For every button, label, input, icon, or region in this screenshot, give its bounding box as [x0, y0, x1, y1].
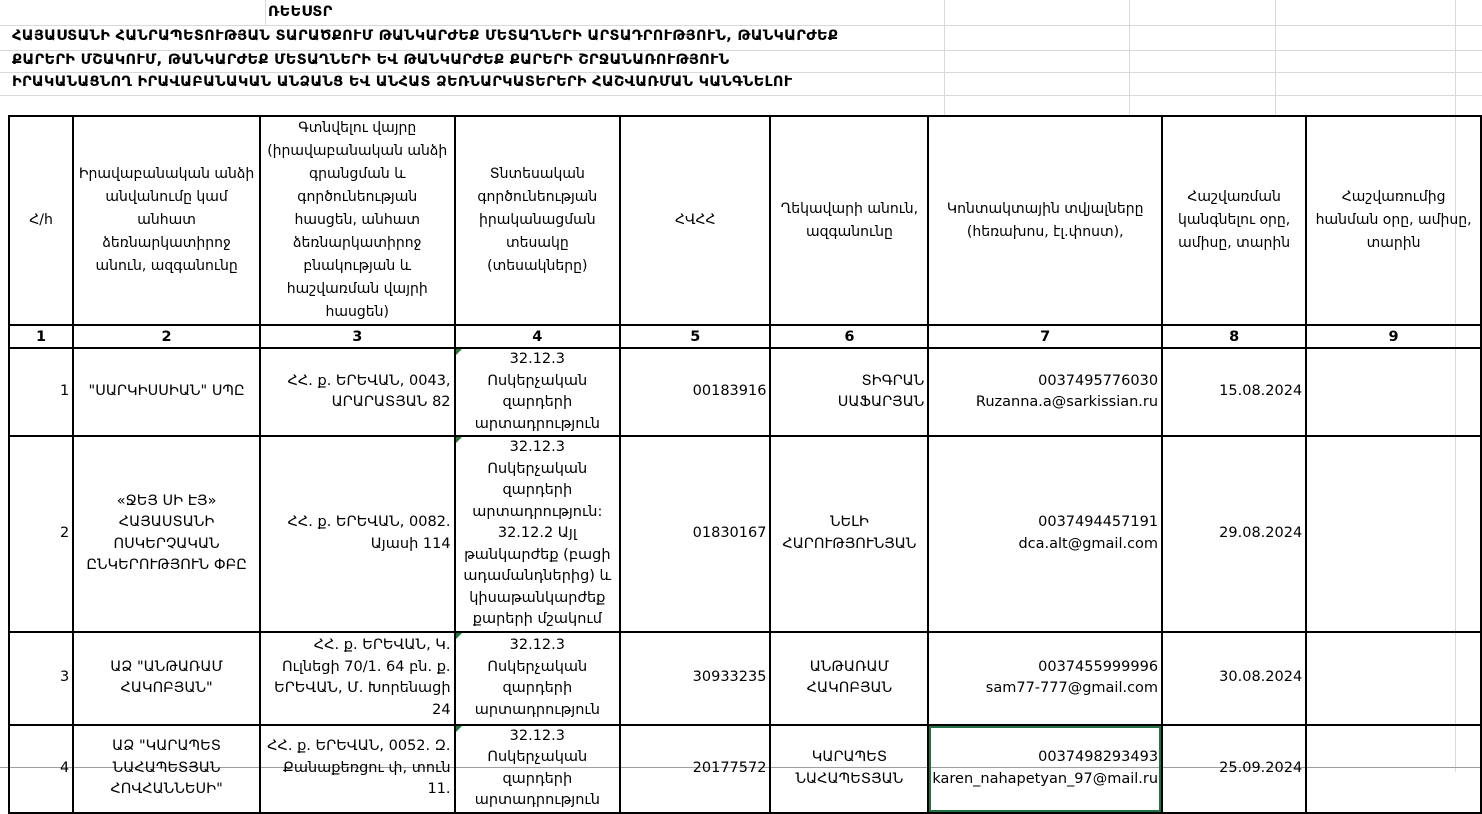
column-number[interactable]: 8	[1162, 325, 1306, 348]
phone-text: 0037495776030	[1038, 372, 1159, 389]
column-header[interactable]: Տնտեսական գործունեության իրականացման տեսակը (տեսակները)	[455, 116, 621, 325]
column-header[interactable]: Գտնվելու վայրը (իրավաբանական անձի գրանցման և գործունեության հասցեն, անհատ ձեռնարկատիրոջ բնակության և հաշվառման վայրի հասցեն)	[260, 116, 455, 325]
director-cell[interactable]: ՏԻԳՐԱՆ ՍԱՖԱՐՅԱՆ	[770, 348, 928, 436]
contact-cell[interactable]	[928, 436, 1162, 632]
report-heading: ՌԵԵՍՏՐ	[268, 4, 333, 20]
contact-cell[interactable]	[928, 632, 1162, 725]
column-header[interactable]: Հաշվառման կանգնելու օրը, ամիսը, տարին	[1162, 116, 1306, 325]
phone-text: 0037498293493	[1038, 749, 1159, 765]
tin-cell[interactable]: 20177572	[620, 725, 770, 813]
gridline	[944, 0, 945, 115]
gridline	[1275, 0, 1276, 115]
column-number[interactable]: 6	[770, 325, 928, 348]
activity-cell[interactable]: 32.12.3 Ոսկերչական զարդերի արտադրություն: 32.12.2 Այլ թանկարժեք (բացի ադամանդներից) և կիսաթանկարժեք քարերի մշակում	[455, 436, 621, 632]
column-number[interactable]: 4	[455, 325, 621, 348]
gridline	[0, 25, 1482, 26]
row-number-cell[interactable]: 4	[9, 725, 73, 813]
column-header[interactable]: Ղեկավարի անուն, ազգանունը	[770, 116, 928, 325]
registration-date-cell[interactable]: 29.08.2024	[1162, 436, 1306, 632]
registration-date-cell[interactable]: 25.09.2024	[1162, 725, 1306, 813]
contact-cell-selected[interactable]	[928, 725, 1162, 813]
registration-date-cell[interactable]: 30.08.2024	[1162, 632, 1306, 725]
tin-cell[interactable]: 30933235	[620, 632, 770, 725]
column-number[interactable]: 2	[73, 325, 260, 348]
column-number[interactable]: 1	[9, 325, 73, 348]
email-text: karen_nahapetyan_97@mail.ru	[932, 770, 1159, 787]
entity-name-cell[interactable]: ԱՁ "ԱՆԹԱՌԱՄ ՀԱԿՈԲՅԱՆ"	[73, 632, 260, 725]
table-row	[9, 725, 1481, 813]
column-header[interactable]: Հաշվառումից հանման օրը, ամիսը, տարին	[1306, 116, 1481, 325]
address-cell[interactable]: ՀՀ. ք. ԵՐԵՎԱՆ, 0052. Զ. Քանաքեռցու փ, տուն 11.	[260, 725, 455, 813]
row-number-cell[interactable]: 2	[9, 436, 73, 632]
column-header[interactable]: Կոնտակտային տվյալները (հեռախոս, էլ.փոստ),	[928, 116, 1162, 325]
director-cell[interactable]: ՆԵԼԻ ՀԱՐՈՒԹՅՈՒՆՅԱՆ	[770, 436, 928, 632]
table-row	[9, 632, 1481, 725]
email-text: dca.alt@gmail.com	[1018, 535, 1159, 552]
column-header[interactable]: Իրավաբանական անձի անվանումը կամ անհատ ձեռնարկատիրոջ անուն, ազգանունը	[73, 116, 260, 325]
registry-table	[8, 115, 1482, 814]
column-number[interactable]: 9	[1306, 325, 1481, 348]
header-row	[9, 116, 1481, 325]
address-cell[interactable]: ՀՀ. ք. ԵՐԵՎԱՆ, 0082. Այասի 114	[260, 436, 455, 632]
phone-text: 0037455999996	[1038, 658, 1159, 675]
column-number-row	[9, 325, 1481, 348]
gridline	[0, 95, 1482, 96]
report-title-line-3: ԻՐԱԿԱՆԱՑՆՈՂ ԻՐԱՎԱԲԱՆԱԿԱՆ ԱՆՁԱՆՑ ԵՎ ԱՆՀԱՏ ՁԵՌՆԱՐԿԱՏԵՐԵՐԻ ՀԱՇՎԱՌՄԱՆ ԿԱՆԳՆԵԼՈՒ	[12, 74, 793, 90]
address-cell[interactable]: ՀՀ. ք. ԵՐԵՎԱՆ, 0043, ԱՐԱՐԱՏՅԱՆ 82	[260, 348, 455, 436]
column-number[interactable]: 3	[260, 325, 455, 348]
activity-cell[interactable]: 32.12.3 Ոսկերչական զարդերի արտադրություն	[455, 348, 621, 436]
director-cell[interactable]: ԱՆԹԱՌԱՄ ՀԱԿՈԲՅԱՆ	[770, 632, 928, 725]
gridline	[0, 72, 1482, 73]
gridline	[0, 50, 1482, 51]
column-header[interactable]: Հ/հ	[9, 116, 73, 325]
deregistration-date-cell[interactable]	[1306, 632, 1481, 725]
column-number[interactable]: 5	[620, 325, 770, 348]
registration-date-cell[interactable]: 15.08.2024	[1162, 348, 1306, 436]
column-number[interactable]: 7	[928, 325, 1162, 348]
email-text: sam77-777@gmail.com	[985, 680, 1159, 696]
report-title-line-1: ՀԱՅԱՍՏԱՆԻ ՀԱՆՐԱՊԵՏՈՒԹՅԱՆ ՏԱՐԱԾՔՈՒՄ ԹԱՆԿԱՐԺԵՔ ՄԵՏԱՂՆԵՐԻ ԱՐՏԱԴՐՈՒԹՅՈՒՆ, ԹԱՆԿԱՐԺԵՔ	[12, 28, 839, 44]
tin-cell[interactable]: 00183916	[620, 348, 770, 436]
address-cell[interactable]: ՀՀ. ք. ԵՐԵՎԱՆ, Կ. Ուլնեցի 70/1. 64 բն. ք. ԵՐԵՎԱՆ, Մ. Խորենացի 24	[260, 632, 455, 725]
table-row	[9, 436, 1481, 632]
gridline	[265, 0, 266, 25]
row-number-cell[interactable]: 3	[9, 632, 73, 725]
entity-name-cell[interactable]: «ՋԵՅ ՍԻ ԷՅ» ՀԱՅԱՍՏԱՆԻ ՈՍԿԵՐՉԱԿԱՆ ԸՆԿԵՐՈՒԹՅՈՒՆ ՓԲԸ	[73, 436, 260, 632]
deregistration-date-cell[interactable]	[1306, 436, 1481, 632]
table-row	[9, 348, 1481, 436]
row-number-cell[interactable]: 1	[9, 348, 73, 436]
entity-name-cell[interactable]: ԱՁ "ԿԱՐԱՊԵՏ ՆԱՀԱՊԵՏՅԱՆ ՀՈՎՀԱՆՆԵՍԻ"	[73, 725, 260, 813]
deregistration-date-cell[interactable]	[1306, 348, 1481, 436]
contact-cell[interactable]	[928, 348, 1162, 436]
email-text: Ruzanna.a@sarkissian.ru	[975, 394, 1159, 410]
activity-cell[interactable]: 32.12.3 Ոսկերչական զարդերի արտադրություն	[455, 632, 621, 725]
phone-text: 0037494457191	[1038, 514, 1159, 531]
director-cell[interactable]: ԿԱՐԱՊԵՏ ՆԱՀԱՊԵՏՅԱՆ	[770, 725, 928, 813]
gridline	[1129, 0, 1130, 115]
activity-cell[interactable]: 32.12.3 Ոսկերչական զարդերի արտադրություն	[455, 725, 621, 813]
deregistration-date-cell[interactable]	[1306, 725, 1481, 813]
entity-name-cell[interactable]: "ՍԱՐԿԻՍՍԻԱՆ" ՍՊԸ	[73, 348, 260, 436]
column-header[interactable]: ՀՎՀՀ	[620, 116, 770, 325]
report-title-line-2: ՔԱՐԵՐԻ ՄՇԱԿՈՒՄ, ԹԱՆԿԱՐԺԵՔ ՄԵՏԱՂՆԵՐԻ ԵՎ ԹԱՆԿԱՐԺԵՔ ՔԱՐԵՐԻ ՇՐՋԱՆԱՌՈՒԹՅՈՒՆ	[12, 52, 730, 68]
tin-cell[interactable]: 01830167	[620, 436, 770, 632]
